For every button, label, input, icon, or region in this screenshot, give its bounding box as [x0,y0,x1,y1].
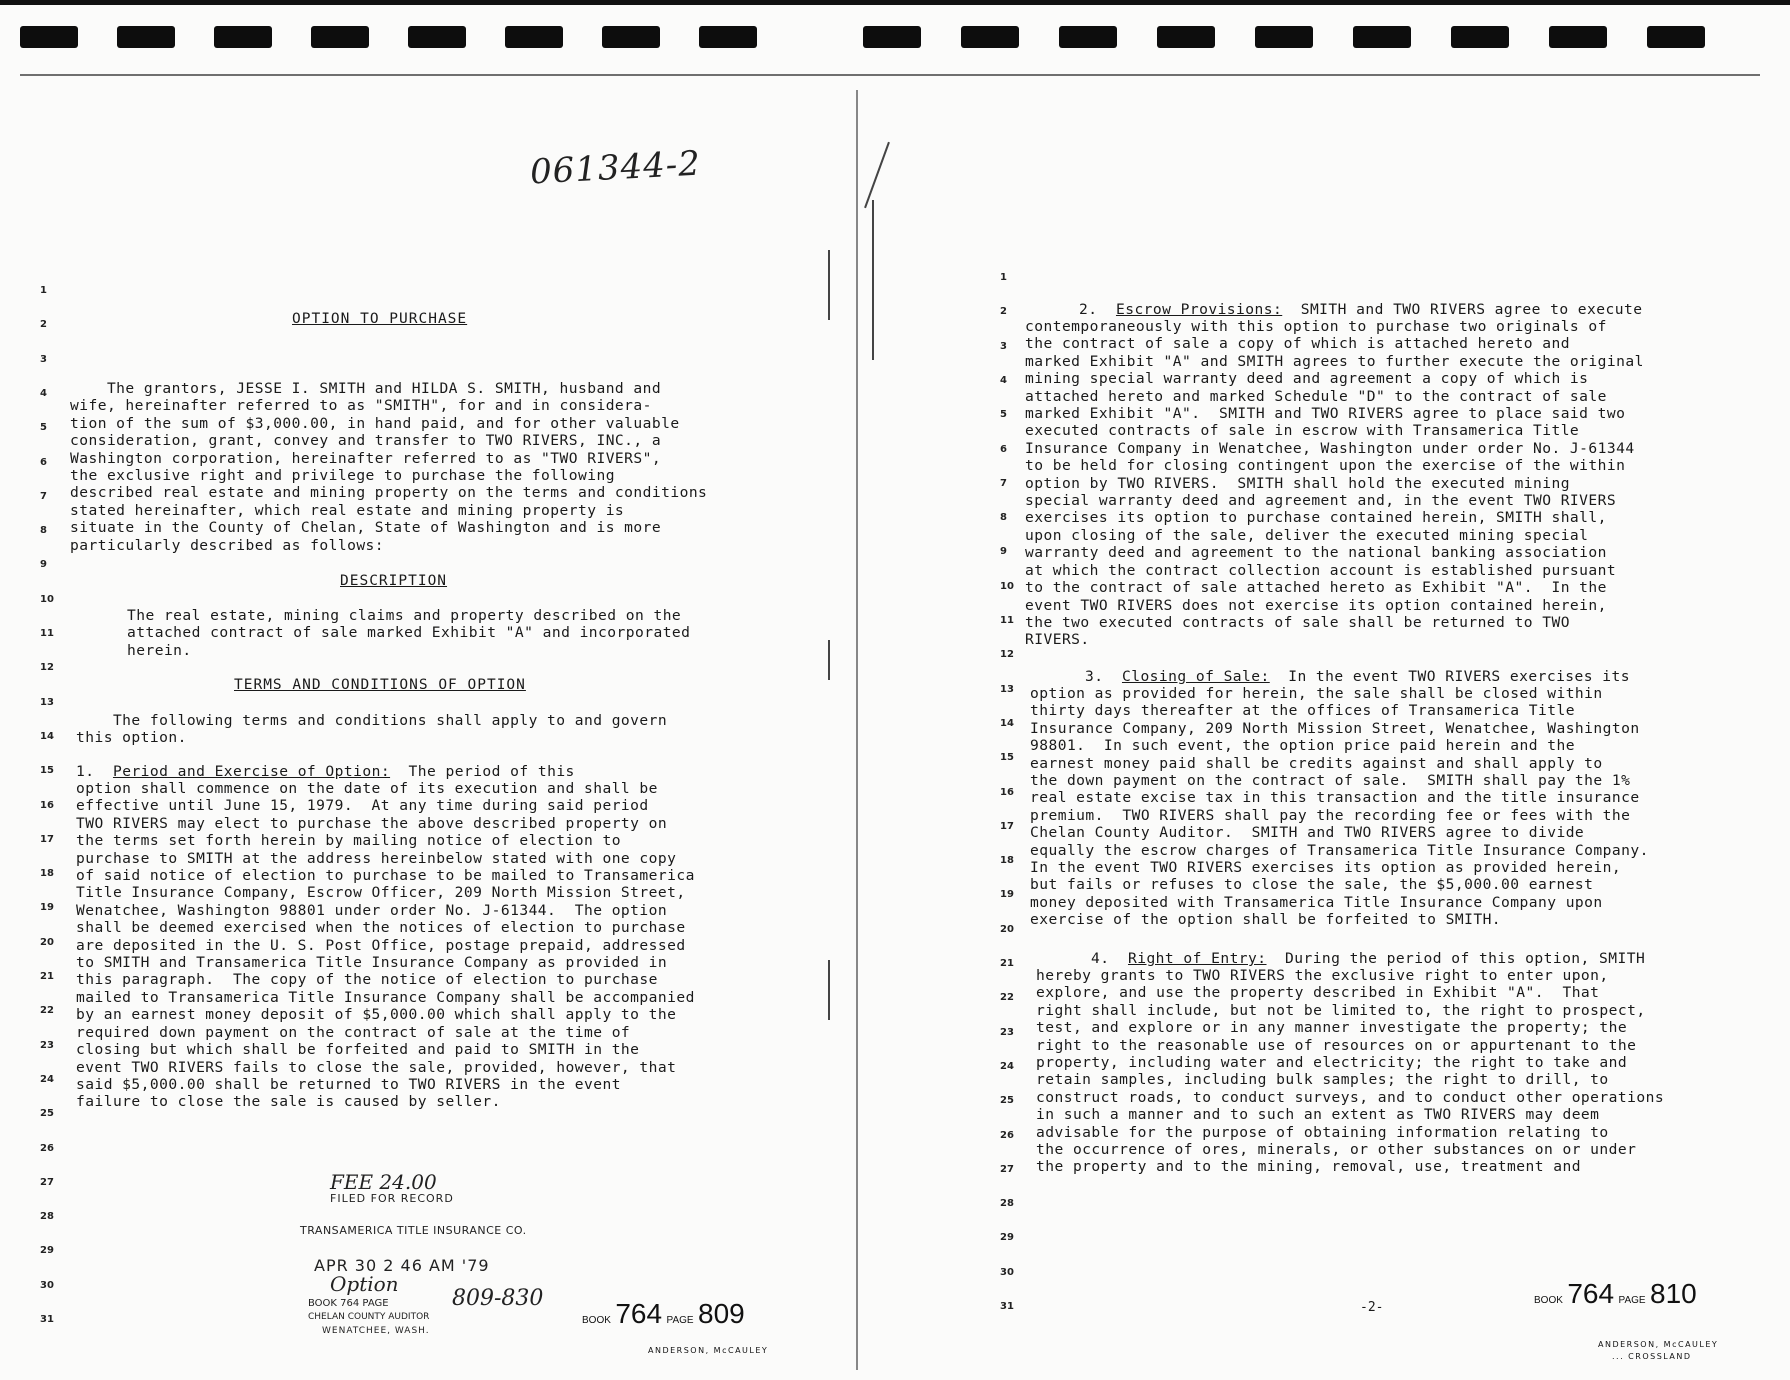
book-label: BOOK [1534,1295,1563,1306]
section-1-line: option shall commence on the date of its execution and shall be [76,780,658,797]
line-number: 18 [1000,855,1014,866]
section-1-line: effective until June 15, 1979. At any time during said period [76,797,649,815]
section-2-line: to the contract of sale attached hereto as Exhibit "A". In the [1025,579,1607,597]
line-number: 15 [40,765,54,776]
page-reference-number: 810 [1650,1278,1697,1309]
section-3-heading: Closing of Sale: [1121,668,1270,685]
terms-heading: TERMS AND CONDITIONS OF OPTION [234,677,526,693]
intro-line: situate in the County of Chelan, State of Washington and is more [70,519,662,537]
right-page [870,0,1790,1380]
line-number: 4 [1000,375,1007,386]
section-1-line: the terms set forth herein by mailing notice of election to [76,832,621,850]
section-4-line: hereby grants to TWO RIVERS the exclusive right to enter upon, [1036,967,1609,984]
section-1-paragraph [76,780,695,1111]
fee-amount: FEE 24.00 [330,1170,437,1194]
book-page-stamp: BOOK 764 PAGE [308,1298,389,1309]
section-4-number: 4. [1091,950,1110,967]
law-firm-footer: ANDERSON, McCAULEY [1598,1340,1719,1349]
line-number: 24 [1000,1061,1014,1072]
line-number: 10 [1000,581,1014,592]
line-number: 1 [1000,272,1007,283]
section-3-line: 98801. In such event, the option price paid herein and the [1030,737,1575,755]
section-2-line: exercises its option to purchase contained herein, SMITH shall, [1025,509,1607,527]
line-number: 11 [1000,615,1014,626]
line-number: 4 [40,388,47,399]
section-3-line: the down payment on the contract of sale. SMITH shall pay the 1% [1030,772,1631,790]
section-4-line: right to the reasonable use of resources on or appurtenant to the [1036,1036,1637,1054]
line-number: 30 [40,1280,54,1291]
section-3-line: Chelan County Auditor. SMITH and TWO RIVERS agree to divide [1030,824,1585,842]
book-number: 764 [615,1298,663,1329]
section-4-first-line-rest: During the period of this option, SMITH [1266,950,1646,967]
line-number: 23 [1000,1027,1014,1038]
line-number: 2 [1000,306,1007,317]
section-2-number: 2. [1079,301,1098,318]
section-2-line: marked Exhibit "A" and SMITH agrees to further execute the original [1025,352,1644,370]
handwritten-document-number: 061344-2 [529,143,702,193]
section-4-first-line [1091,950,1645,967]
section-3-line: premium. TWO RIVERS shall pay the recording fee or fees with the [1030,806,1631,824]
section-1-line: Title Insurance Company, Escrow Officer, 209 North Mission Street, [76,884,686,902]
terms-intro-paragraph [76,712,667,747]
handwritten-option: Option [330,1272,399,1296]
line-number: 29 [1000,1232,1014,1243]
line-number: 9 [1000,546,1007,557]
line-number: 2 [40,319,47,330]
section-3-line: option as provided for herein, the sale shall be closed within [1030,685,1603,702]
handwritten-page-range: 809-830 [452,1286,544,1311]
section-4-line: construct roads, to conduct surveys, and to conduct other operations [1036,1088,1665,1106]
line-number: 26 [40,1143,54,1154]
section-2-line: to be held for closing contingent upon the exercise of the within [1025,457,1626,475]
law-firm-footer-line-2: ... CROSSLAND [1612,1352,1692,1361]
intro-paragraph [70,380,707,554]
section-2-line: marked Exhibit "A". SMITH and TWO RIVERS agree to place said two [1025,405,1626,423]
section-1-line: this paragraph. The copy of the notice of election to purchase [76,971,658,989]
section-2-line: executed contracts of sale in escrow with Transamerica Title [1025,422,1580,440]
section-2-line: contemporaneously with this option to purchase two originals of [1025,318,1607,335]
section-1-line: by an earnest money deposit of $5,000.00 which shall apply to the [76,1006,677,1024]
line-number: 28 [40,1211,54,1222]
section-3-number: 3. [1085,668,1104,685]
section-1-first-line [76,763,575,780]
section-3-line: exercise of the option shall be forfeited to SMITH. [1030,911,1502,929]
city-stamp: WENATCHEE, WASH. [322,1326,430,1336]
description-line: attached contract of sale marked Exhibit "A" and incorporated [127,624,691,642]
section-1-heading: Period and Exercise of Option: [112,763,391,780]
line-number: 26 [1000,1130,1014,1141]
section-2-line: upon closing of the sale, deliver the executed mining special [1025,526,1589,544]
section-2-line: the contract of sale a copy of which is attached hereto and [1025,335,1570,353]
recording-date-stamp: APR 30 2 46 AM '79 [314,1256,490,1275]
section-3-line: equally the escrow charges of Transamerica Title Insurance Company. [1030,841,1649,859]
line-number: 7 [1000,478,1007,489]
section-1-line: purchase to SMITH at the address hereinbelow stated with one copy [76,849,677,867]
line-number: 1 [40,285,47,296]
line-number: 22 [40,1005,54,1016]
section-3-line: thirty days thereafter at the offices of Transamerica Title [1030,702,1575,720]
line-number: 16 [1000,787,1014,798]
section-2-line: RIVERS. [1025,631,1090,649]
section-3-line: In the event TWO RIVERS exercises its option as provided herein, [1030,859,1622,877]
fee-stamp [330,1170,437,1194]
intro-line: Washington corporation, hereinafter referred to as "TWO RIVERS", [70,449,662,467]
left-page [0,0,870,1380]
section-2-line: mining special warranty deed and agreement a copy of which is [1025,370,1589,388]
page-label: PAGE [1618,1295,1646,1306]
section-3-paragraph [1030,685,1649,929]
section-1-first-line-rest: The period of this [390,763,575,780]
section-2-heading: Escrow Provisions: [1115,301,1283,318]
section-4-line: in such a manner and to such an extent as TWO RIVERS may deem [1036,1106,1600,1124]
terms-intro-line: this option. [76,729,187,747]
section-1-line: event TWO RIVERS fails to close the sale, provided, however, that [76,1058,677,1076]
title-company-stamp: TRANSAMERICA TITLE INSURANCE CO. [300,1224,527,1237]
line-number: 7 [40,491,47,502]
page-number: -2- [1360,1300,1384,1315]
line-number: 15 [1000,752,1014,763]
section-2-paragraph [1025,318,1644,649]
line-number: 19 [1000,889,1014,900]
line-number: 18 [40,868,54,879]
section-4-line: property, including water and electricity; the right to take and [1036,1054,1628,1072]
line-number: 23 [40,1040,54,1051]
section-2-first-line [1079,301,1642,318]
law-firm-footer: ANDERSON, McCAULEY [648,1346,769,1355]
section-4-paragraph [1036,967,1664,1176]
line-number: 21 [40,971,54,982]
section-2-line: option by TWO RIVERS. SMITH shall hold the executed mining [1025,474,1570,492]
line-number: 13 [40,697,54,708]
line-number: 14 [1000,718,1014,729]
section-1-line: mailed to Transamerica Title Insurance Company shall be accompanied [76,988,695,1006]
line-number: 21 [1000,958,1014,969]
line-number: 12 [40,662,54,673]
section-2-line: the two executed contracts of sale shall be returned to TWO [1025,613,1570,631]
book-page-reference [582,1298,745,1330]
page-reference-number: 809 [698,1298,745,1329]
section-1-line: shall be deemed exercised when the notices of election to purchase [76,919,686,937]
intro-line: stated hereinafter, which real estate and mining property is [70,501,625,519]
section-3-first-line-rest: In the event TWO RIVERS exercises its [1269,668,1630,685]
line-number: 25 [1000,1095,1014,1106]
intro-line: wife, hereinafter referred to as "SMITH", for and in considera- [70,397,652,415]
county-auditor-stamp: CHELAN COUNTY AUDITOR [308,1312,430,1322]
line-number: 20 [1000,924,1014,935]
section-4-line: explore, and use the property described in Exhibit "A". That [1036,984,1600,1002]
section-4-line: the occurrence of ores, minerals, or other substances on or under [1036,1141,1637,1159]
line-number: 16 [40,800,54,811]
line-number: 13 [1000,684,1014,695]
section-1-line: of said notice of election to purchase to be mailed to Transamerica [76,867,695,885]
line-number: 25 [40,1108,54,1119]
line-number: 3 [40,354,47,365]
line-number: 27 [1000,1164,1014,1175]
section-1-line: said $5,000.00 shall be returned to TWO RIVERS in the event [76,1075,621,1093]
line-number: 14 [40,731,54,742]
terms-intro-line: The following terms and conditions shall apply to and govern [76,712,668,729]
section-1-number: 1. [76,763,95,780]
section-2-first-line-rest: SMITH and TWO RIVERS agree to execute [1282,301,1643,318]
section-4-line: the property and to the mining, removal, use, treatment and [1036,1158,1581,1176]
section-1-line: failure to close the sale is caused by seller. [76,1093,501,1111]
section-4-line: retain samples, including bulk samples; the right to drill, to [1036,1071,1609,1089]
intro-line: particularly described as follows: [70,536,385,554]
filed-stamp: FILED FOR RECORD [330,1192,454,1205]
book-label: BOOK [582,1315,611,1326]
section-1-line: TWO RIVERS may elect to purchase the above described property on [76,814,668,832]
section-4-line: test, and explore or in any manner investigate the property; the [1036,1019,1628,1037]
section-2-line: special warranty deed and agreement and, in the event TWO RIVERS [1025,492,1617,510]
line-number: 24 [40,1074,54,1085]
line-number: 17 [40,834,54,845]
line-number: 5 [40,422,47,433]
line-number: 27 [40,1177,54,1188]
line-number: 6 [1000,444,1007,455]
description-line: herein. [127,641,192,659]
section-1-line: required down payment on the contract of sale at the time of [76,1023,631,1041]
line-number: 20 [40,937,54,948]
section-4-line: right shall include, but not be limited to, the right to prospect, [1036,1001,1646,1019]
line-number: 29 [40,1245,54,1256]
line-number: 9 [40,559,47,570]
section-1-line: Wenatchee, Washington 98801 under order No. J-61344. The option [76,901,668,919]
section-3-line: earnest money paid shall be credits against and shall apply to [1030,754,1603,772]
section-2-line: warranty deed and agreement to the national banking association [1025,544,1607,562]
section-1-line: to SMITH and Transamerica Title Insurance Company as provided in [76,954,668,972]
line-number: 31 [1000,1301,1014,1312]
section-3-line: Insurance Company, 209 North Mission Street, Wenatchee, Washington [1030,719,1640,737]
line-number: 30 [1000,1267,1014,1278]
page-label: PAGE [666,1315,694,1326]
line-number: 3 [1000,341,1007,352]
line-number: 19 [40,902,54,913]
line-number: 6 [40,457,47,468]
book-page-reference [1534,1278,1697,1310]
description-paragraph [127,607,690,659]
intro-line: tion of the sum of $3,000.00, in hand paid, and for other valuable [70,414,680,432]
description-heading: DESCRIPTION [340,573,448,589]
intro-line: the exclusive right and privilege to purchase the following [70,467,615,485]
section-2-line: at which the contract collection account is established pursuant [1025,561,1617,579]
document-title: OPTION TO PURCHASE [292,311,468,327]
line-number: 11 [40,628,54,639]
section-3-first-line [1085,668,1630,685]
line-number: 8 [1000,512,1007,523]
line-number: 31 [40,1314,54,1325]
intro-line: described real estate and mining property on the terms and conditions [70,484,708,502]
line-number: 5 [1000,409,1007,420]
section-4-heading: Right of Entry: [1127,950,1267,967]
line-number: 8 [40,525,47,536]
section-2-line: Insurance Company in Wenatchee, Washington under order No. J-61344 [1025,439,1635,457]
section-3-line: but fails or refuses to close the sale, the $5,000.00 earnest [1030,876,1594,894]
section-1-line: closing but which shall be forfeited and paid to SMITH in the [76,1041,640,1059]
section-4-line: advisable for the purpose of obtaining information relating to [1036,1123,1609,1141]
intro-line: The grantors, JESSE I. SMITH and HILDA S. SMITH, husband and [70,380,662,397]
line-number: 17 [1000,821,1014,832]
section-3-line: real estate excise tax in this transaction and the title insurance [1030,789,1640,807]
intro-line: consideration, grant, convey and transfer to TWO RIVERS, INC., a [70,432,662,450]
line-number: 22 [1000,992,1014,1003]
line-number: 10 [40,594,54,605]
section-1-line: are deposited in the U. S. Post Office, postage prepaid, addressed [76,936,686,954]
book-number: 764 [1567,1278,1615,1309]
description-line: The real estate, mining claims and property described on the [127,607,682,624]
section-2-line: attached hereto and marked Schedule "D" to the contract of sale [1025,387,1607,405]
section-2-line: event TWO RIVERS does not exercise its option contained herein, [1025,596,1607,614]
section-3-line: money deposited with Transamerica Title Insurance Company upon [1030,893,1603,911]
line-number: 28 [1000,1198,1014,1209]
line-number: 12 [1000,649,1014,660]
